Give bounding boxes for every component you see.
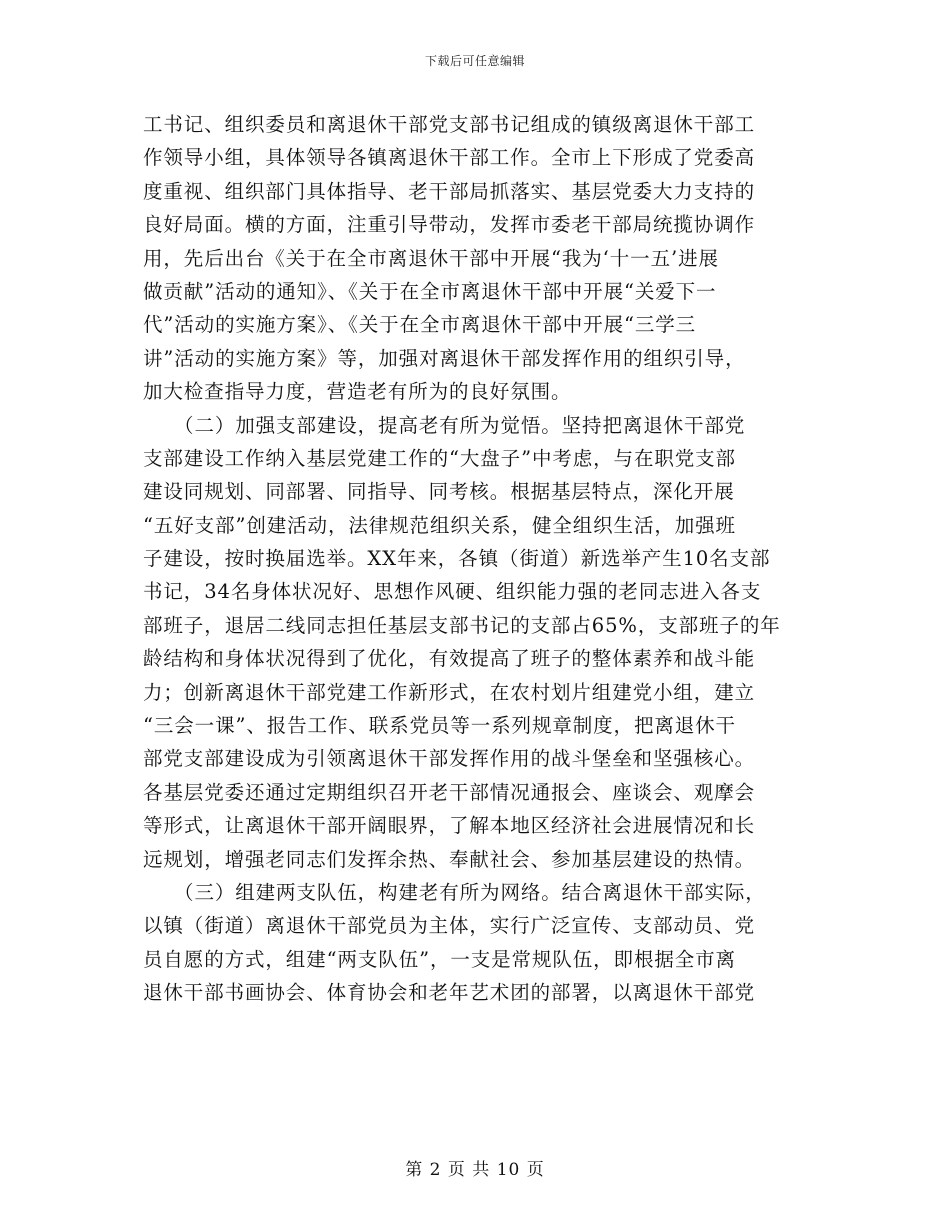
body-line: 远规划，增强老同志们发挥余热、奉献社会、参加基层建设的热情。 (143, 847, 756, 871)
body-line: 书记，34名身体状况好、思想作风硬、组织能力强的老同志进入各支 (143, 580, 762, 604)
body-line: 各基层党委还通过定期组织召开老干部情况通报会、座谈会、观摩会 (143, 780, 756, 804)
page-header-note: 下载后可任意编辑 (424, 54, 525, 68)
body-line: 支部建设工作纳入基层党建工作的“大盘子”中考虑，与在职党支部 (143, 446, 736, 470)
body-line: 度重视、组织部门具体指导、老干部局抓落实、基层党委大力支持的 (143, 179, 756, 203)
body-line: 退休干部书画协会、体育协会和老年艺术团的部署，以离退休干部党 (143, 981, 756, 1005)
body-line: 良好局面。横的方面，注重引导带动，发挥市委老干部局统揽协调作 (143, 213, 756, 237)
body-line: 等形式，让离退休干部开阔眼界，了解本地区经济社会进展情况和长 (143, 814, 756, 838)
body-line: “三会一课”、报告工作、联系党员等一系列规章制度，把离退休干 (143, 714, 736, 738)
section-heading-line: （三）组建两支队伍，构建老有所为网络。结合离退休干部实际， (143, 880, 766, 904)
body-line: 加大检查指导力度，营造老有所为的良好氛围。 (143, 380, 572, 404)
body-line: 子建设，按时换届选举。XX年来，各镇（街道）新选举产生10名支部 (143, 547, 771, 571)
section-heading-line: （二）加强支部建设，提高老有所为觉悟。坚持把离退休干部党 (143, 413, 746, 437)
body-line: 部班子，退居二线同志担任基层支部书记的支部占65%，支部班子的年 (143, 613, 781, 637)
body-line: 部党支部建设成为引领离退休干部发挥作用的战斗堡垒和坚强核心。 (143, 747, 756, 771)
page-number-footer: 第 2 页 共 10 页 (405, 1160, 545, 1180)
body-line: 员自愿的方式，组建“两支队伍”，一支是常规队伍，即根据全市离 (143, 947, 736, 971)
body-line: 以镇（街道）离退休干部党员为主体，实行广泛宣传、支部动员、党 (143, 914, 756, 938)
body-line: 代”活动的实施方案》、《关于在全市离退休干部中开展“三学三 (143, 313, 697, 337)
body-line: 用，先后出台《关于在全市离退休干部中开展“我为‘十一五’进展 (143, 246, 719, 270)
body-line: 做贡献”活动的通知》、《关于在全市离退休干部中开展“关爱下一 (143, 279, 717, 303)
body-line: 工书记、组织委员和离退休干部党支部书记组成的镇级离退休干部工 (143, 113, 756, 136)
body-line: 龄结构和身体状况得到了优化，有效提高了班子的整体素养和战斗能 (143, 647, 756, 671)
body-line: 作领导小组，具体领导各镇离退休干部工作。全市上下形成了党委高 (143, 146, 756, 170)
body-line: 力；创新离退休干部党建工作新形式，在农村划片组建党小组，建立 (143, 680, 756, 704)
body-line: “五好支部”创建活动，法律规范组织关系，健全组织生活，加强班 (143, 513, 736, 537)
body-line: 建设同规划、同部署、同指导、同考核。根据基层特点，深化开展 (143, 480, 735, 504)
body-line: 讲”活动的实施方案》等，加强对离退休干部发挥作用的组织引导， (143, 346, 746, 370)
document-body (143, 108, 815, 1010)
